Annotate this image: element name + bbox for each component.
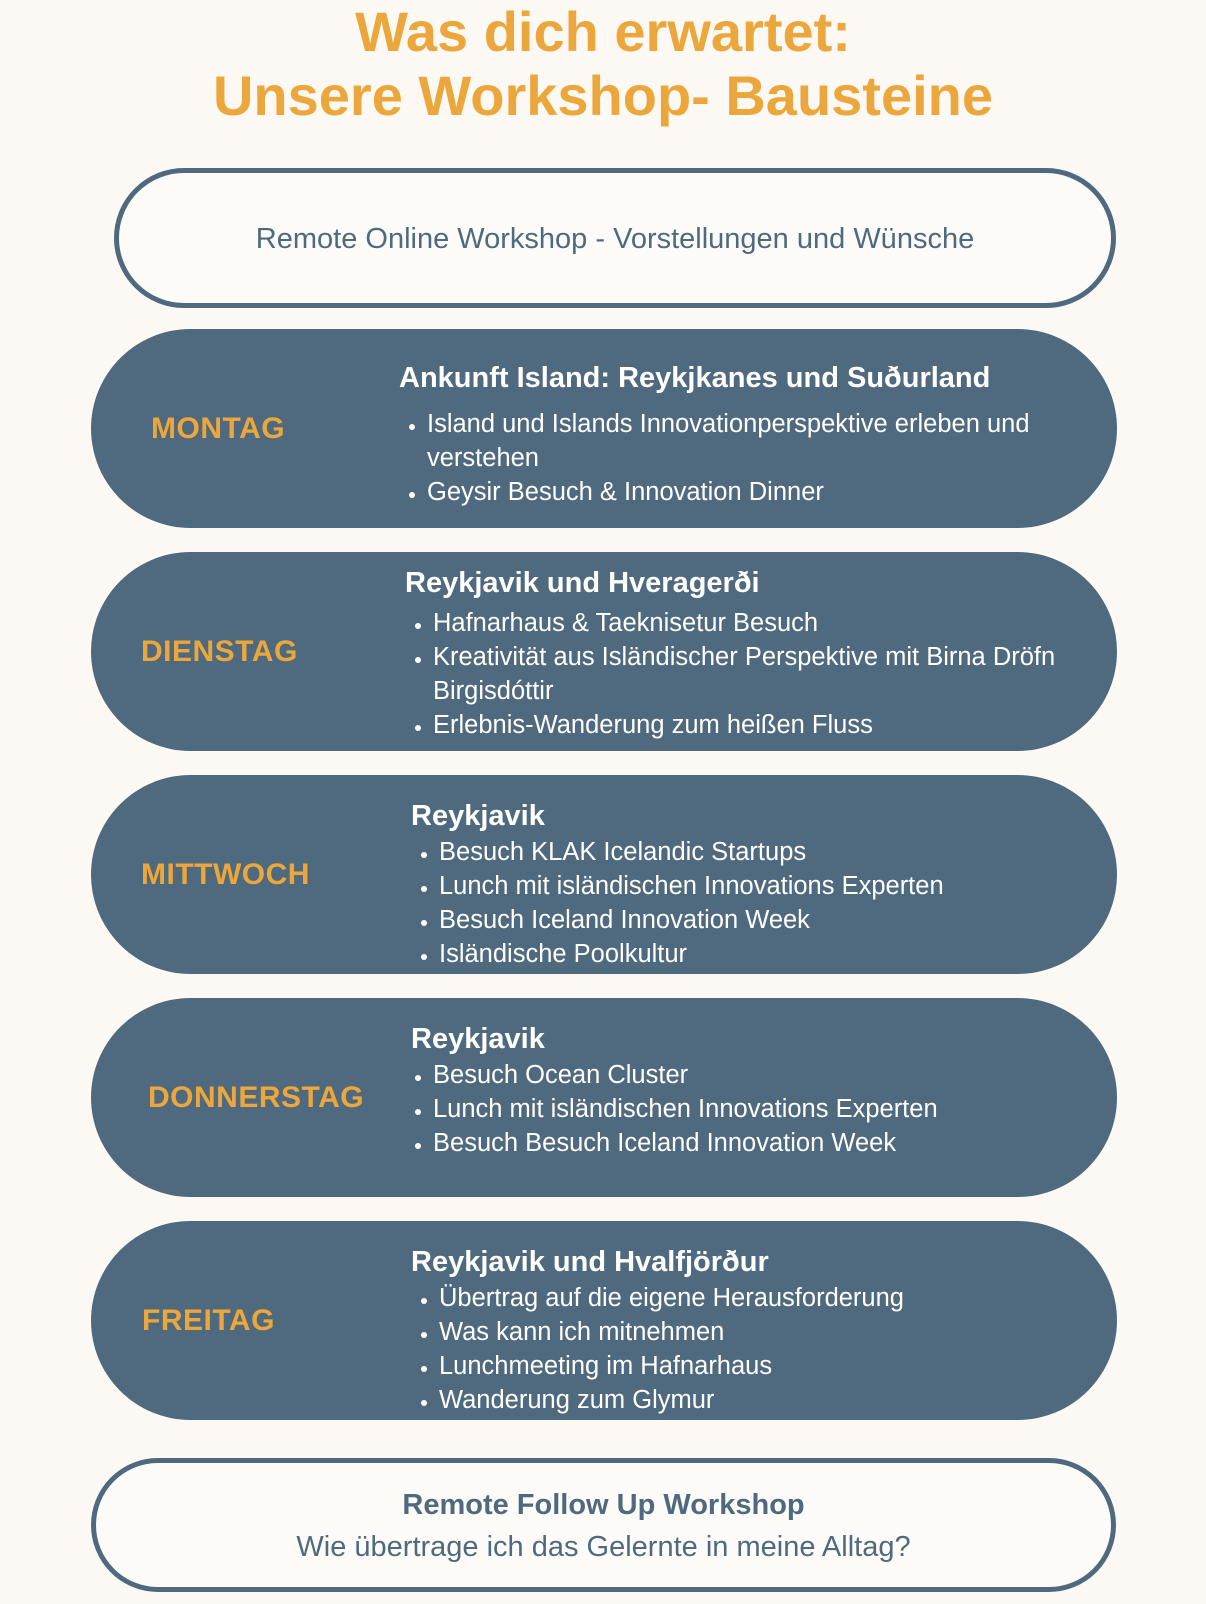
day-heading: Reykjavik und Hveragerði: [405, 567, 760, 599]
list-item: • Lunch mit isländischen Innovations Experten: [439, 869, 1071, 903]
list-item: • Lunchmeeting im Hafnarhaus: [439, 1349, 1071, 1383]
day-label: MONTAG: [151, 411, 286, 445]
list-item: • Besuch Iceland Innovation Week: [439, 903, 1071, 937]
intro-workshop-pill: [114, 168, 1116, 308]
day-items: [411, 1281, 1071, 1417]
list-item: • Erlebnis-Wanderung zum heißen Fluss: [433, 708, 1085, 742]
list-item: • Besuch KLAK Icelandic Startups: [439, 835, 1071, 869]
day-items: [405, 606, 1085, 742]
day-content: [411, 1020, 1071, 1160]
day-heading: Reykjavik und Hvalfjörður: [411, 1246, 769, 1278]
day-label: DONNERSTAG: [148, 1080, 365, 1114]
list-item: • Hafnarhaus & Taeknisetur Besuch: [433, 606, 1085, 640]
list-item: • Wanderung zum Glymur: [439, 1383, 1071, 1417]
day-label: MITTWOCH: [141, 857, 310, 891]
list-item: • Was kann ich mitnehmen: [439, 1315, 1071, 1349]
day-content: [405, 564, 1085, 742]
day-heading: Reykjavik: [411, 800, 545, 832]
day-label: DIENSTAG: [141, 634, 298, 668]
follow-up-workshop-pill: [91, 1458, 1116, 1592]
page-title: [0, 0, 1206, 128]
list-item: • Geysir Besuch & Innovation Dinner: [427, 475, 1039, 509]
list-item: • Besuch Besuch Iceland Innovation Week: [433, 1126, 1071, 1160]
intro-workshop-label: Remote Online Workshop - Vorstellungen und Wünsche: [255, 223, 975, 255]
day-content: [399, 359, 1039, 509]
day-card-freitag: [91, 1221, 1117, 1420]
day-items: [411, 1058, 1071, 1160]
list-item: • Lunch mit isländischen Innovations Experten: [433, 1092, 1071, 1126]
list-item: • Island und Islands Innovationperspektive erleben und verstehen: [427, 407, 1039, 475]
day-card-montag: [91, 329, 1117, 528]
day-card-dienstag: [91, 552, 1117, 751]
day-items: [411, 835, 1071, 971]
list-item: • Isländische Poolkultur: [439, 937, 1071, 971]
day-heading: Reykjavik: [411, 1023, 545, 1055]
title-line-2: Unsere Workshop- Bausteine: [212, 64, 994, 127]
list-item: • Kreativität aus Isländischer Perspektive mit Birna Dröfn Birgisdóttir: [433, 640, 1085, 708]
list-item: • Besuch Ocean Cluster: [433, 1058, 1071, 1092]
list-item: • Übertrag auf die eigene Herausforderung: [439, 1281, 1071, 1315]
day-heading: Ankunft Island: Reykjkanes und Suðurland: [399, 362, 991, 394]
follow-up-title: Remote Follow Up Workshop: [402, 1489, 805, 1521]
day-label: FREITAG: [142, 1303, 275, 1337]
day-content: [411, 1243, 1071, 1417]
follow-up-subtitle: Wie übertrage ich das Gelernte in meine Alltag?: [296, 1531, 911, 1563]
day-card-donnerstag: [91, 998, 1117, 1197]
day-items: [399, 407, 1039, 509]
title-line-1: Was dich erwartet:: [355, 0, 851, 63]
day-content: [411, 797, 1071, 971]
day-card-mittwoch: [91, 775, 1117, 974]
